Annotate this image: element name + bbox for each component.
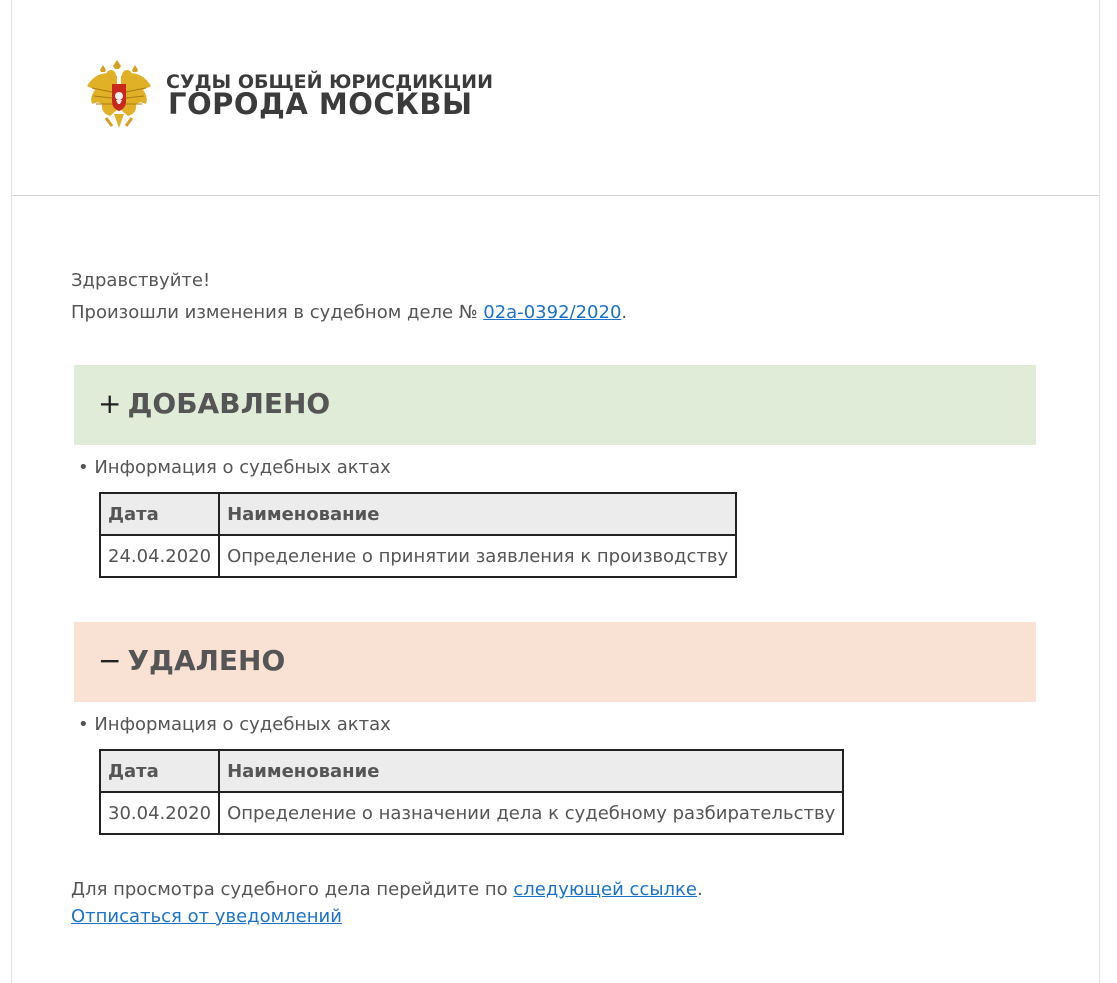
greeting: Здравствуйте! [71,270,211,291]
added-title [98,387,330,420]
russian-coat-of-arms-icon [84,58,154,132]
table-row [100,535,736,577]
table-header-row [100,750,843,792]
change-suffix: . [621,302,628,323]
added-title-text: ДОБАВЛЕНО [127,387,331,420]
cell-date: 24.04.2020 [100,535,219,577]
added-banner [74,365,1036,445]
cell-date: 30.04.2020 [100,792,219,834]
email-header [12,0,1099,196]
unsubscribe-line [71,906,342,927]
added-acts-table [99,492,737,578]
removed-bullet: • Информация о судебных актах [78,714,391,735]
table-row [100,792,843,834]
change-prefix: Произошли изменения в судебном деле № [71,302,484,323]
column-header-date: Дата [100,493,219,535]
column-header-name: Наименование [219,750,843,792]
removed-title [98,644,285,677]
brand-line-1: СУДЫ ОБЩЕЙ ЮРИСДИКЦИИ [166,71,493,93]
column-header-name: Наименование [219,493,736,535]
case-number-link[interactable]: 02а-0392/2020 [483,302,622,323]
cell-name: Определение о принятии заявления к производству [219,535,736,577]
view-prefix: Для просмотра судебного дела перейдите по [71,879,514,900]
column-header-date: Дата [100,750,219,792]
plus-icon: + [98,387,122,420]
email-frame [11,0,1100,983]
cell-name: Определение о назначении дела к судебному разбирательству [219,792,843,834]
added-bullet: • Информация о судебных актах [78,457,391,478]
change-notice [71,302,627,323]
view-case-link[interactable]: следующей ссылке [513,879,698,900]
removed-banner [74,622,1036,702]
removed-acts-table [99,749,844,835]
view-case-line [71,879,703,900]
view-suffix: . [697,879,703,900]
brand-line-2: ГОРОДА МОСКВЫ [168,87,473,121]
removed-title-text: УДАЛЕНО [127,644,286,677]
unsubscribe-link[interactable]: Отписаться от уведомлений [71,906,342,927]
table-header-row [100,493,736,535]
minus-icon: − [98,644,122,677]
